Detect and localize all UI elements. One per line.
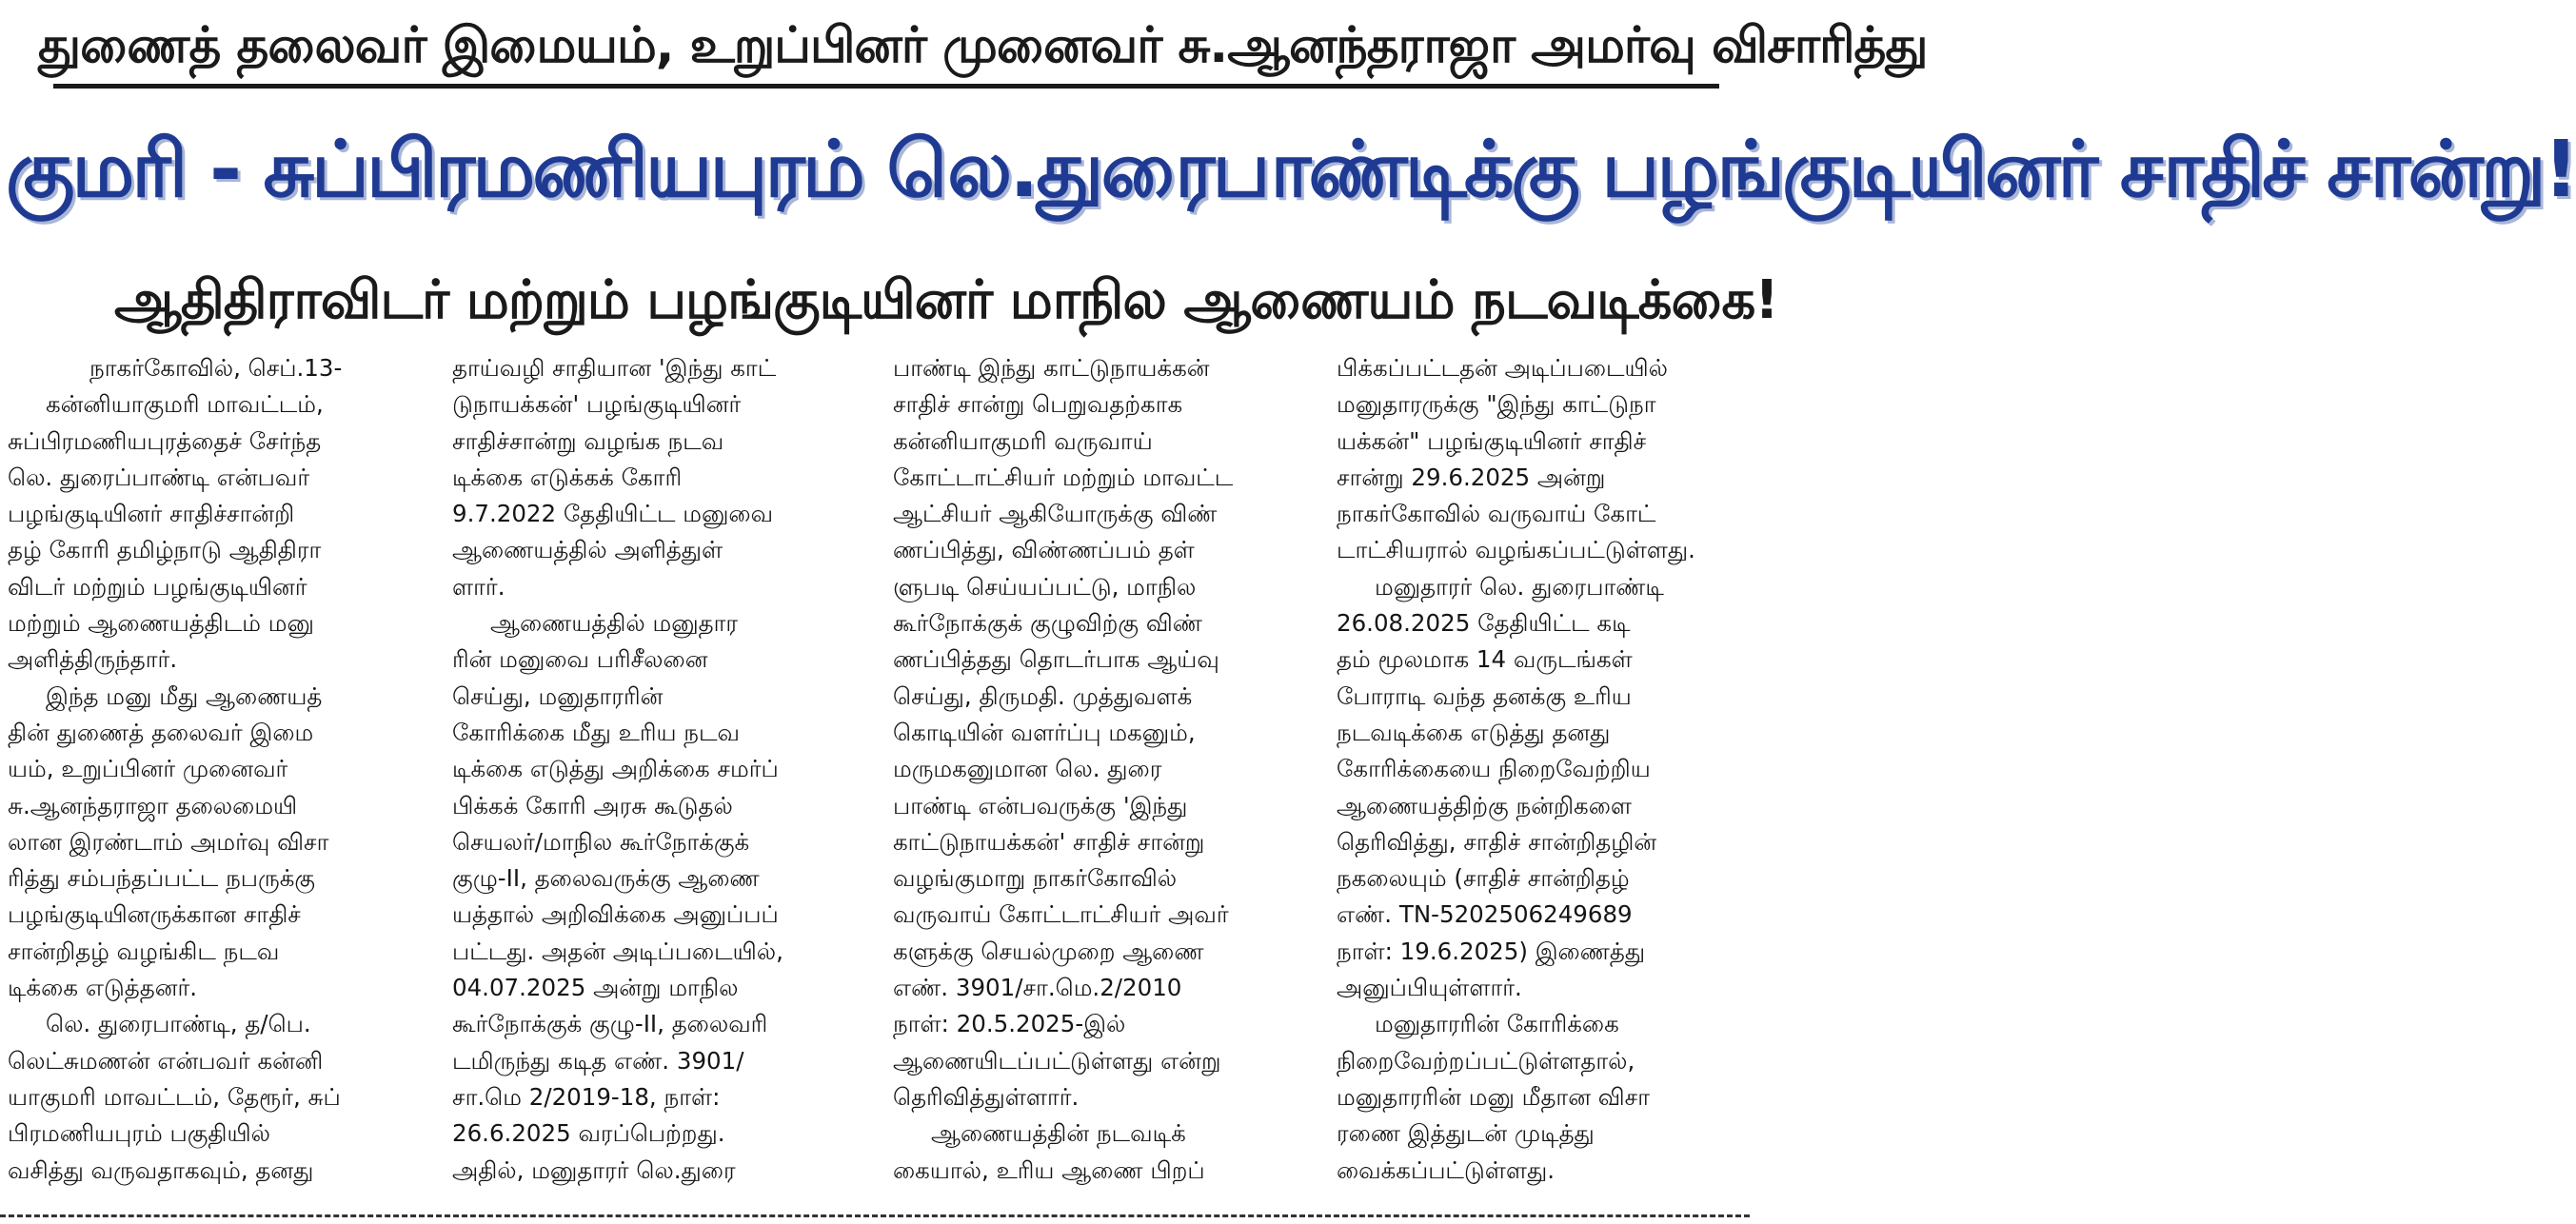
article-line: ஆட்சியர் ஆகியோருக்கு விண் <box>893 500 1218 528</box>
article-line: அனுப்பியுள்ளார். <box>1337 974 1522 1002</box>
article-line: கையால், உரிய ஆணை பிறப் <box>893 1155 1205 1184</box>
article-line: ஆணையத்தின் நடவடிக் <box>931 1119 1186 1148</box>
article-line: நடவடிக்கை எடுத்து தனது <box>1337 718 1611 746</box>
article-line: கூர்நோக்குக் குழுவிற்கு விண் <box>893 609 1202 638</box>
sub-headline: ஆதிதிராவிடர் மற்றும் பழங்குடியினர் மாநில ஆணையம் நடவடிக்கை! <box>114 269 1778 331</box>
article-line: கோரிக்கையை நிறைவேற்றிய <box>1337 755 1651 783</box>
article-line: தெரிவித்துள்ளார். <box>893 1082 1080 1111</box>
article-line: லெ. துரைபாண்டி, த/பெ. <box>46 1010 311 1038</box>
article-line: ரின் மனுவை பரிசீலனை <box>452 645 708 674</box>
article-line: ளுபடி செய்யப்பட்டு, மாநில <box>893 572 1197 601</box>
article-line: வைக்கப்பட்டுள்ளது. <box>1337 1155 1556 1184</box>
article-column-3 <box>893 350 1300 1188</box>
article-line: மனுதாரரின் கோரிக்கை <box>1375 1010 1619 1038</box>
article-line: டாட்சியரால் வழங்கப்பட்டுள்ளது. <box>1337 536 1695 564</box>
article-line: டிக்கை எடுக்கக் கோரி <box>452 463 683 491</box>
article-line: ஆணையிடப்பட்டுள்ளது என்று <box>893 1046 1221 1075</box>
article-line: யம், உறுப்பினர் முனைவர் <box>8 755 288 783</box>
article-line: 26.6.2025 வரப்பெற்றது. <box>452 1119 725 1148</box>
article-line: பிக்கப்பட்டதன் அடிப்படையில் <box>1337 354 1669 382</box>
kicker-headline: துணைத் தலைவர் இமையம், உறுப்பினர் முனைவர் சு.ஆனந்தராஜா அமர்வு விசாரித்து <box>38 17 1928 74</box>
article-line: தின் துணைத் தலைவர் இமை <box>8 718 314 746</box>
article-line: கோரிக்கை மீது உரிய நடவ <box>452 718 740 746</box>
article-line: கொடியின் வளர்ப்பு மகனும், <box>893 718 1196 746</box>
article-line: யாகுமரி மாவட்டம், தேரூர், சுப் <box>8 1082 341 1111</box>
article-line: மனுதாரர் லெ. துரைபாண்டி <box>1375 572 1664 601</box>
article-line: கன்னியாகுமரி வருவாய் <box>893 426 1153 455</box>
article-line: செய்து, மனுதாரரின் <box>452 681 664 710</box>
article-line: பழங்குடியினர் சாதிச்சான்றி <box>8 500 295 528</box>
article-line: ரித்து சம்பந்தப்பட்ட நபருக்கு <box>8 864 316 893</box>
article-line: பாண்டி இந்து காட்டுநாயக்கன் <box>893 354 1210 382</box>
article-line: நாகர்கோவில் வருவாய் கோட் <box>1337 500 1656 528</box>
article-line: 04.07.2025 அன்று மாநில <box>452 974 739 1002</box>
article-line: மருமகனுமான லெ. துரை <box>893 755 1162 783</box>
article-line: சுப்பிரமணியபுரத்தைச் சேர்ந்த <box>8 426 322 455</box>
article-line: பிக்கக் கோரி அரசு கூடுதல் <box>452 791 733 819</box>
article-line: வருவாய் கோட்டாட்சியர் அவர் <box>893 900 1229 929</box>
article-line: 9.7.2022 தேதியிட்ட மனுவை <box>452 500 774 528</box>
article-line: டுநாயக்கன்' பழங்குடியினர் <box>452 390 742 419</box>
article-line: பழங்குடியினருக்கான சாதிச் <box>8 900 301 929</box>
article-line: நாகர்கோவில், செப்.13- <box>89 354 343 382</box>
article-line: 26.08.2025 தேதியிட்ட கடி <box>1337 609 1631 638</box>
article-line: டமிருந்து கடித எண். 3901/ <box>452 1046 744 1075</box>
article-line: ரணை இத்துடன் முடித்து <box>1337 1119 1595 1148</box>
article-line: அதில், மனுதாரர் லெ.துரை <box>452 1155 736 1184</box>
article-line: கோட்டாட்சியர் மற்றும் மாவட்ட <box>893 463 1234 491</box>
article-line: தாய்வழி சாதியான 'இந்து காட் <box>452 354 777 382</box>
kicker-underline <box>53 84 1719 89</box>
article-line: சா.மெ 2/2019-18, நாள்: <box>452 1082 721 1111</box>
article-line: தழ் கோரி தமிழ்நாடு ஆதிதிரா <box>8 536 322 564</box>
article-line: செயலர்/மாநில கூர்நோக்குக் <box>452 827 750 856</box>
article-line: நகலையும் (சாதிச் சான்றிதழ் <box>1337 864 1630 893</box>
article-line: நாள்: 19.6.2025) இணைத்து <box>1337 937 1646 965</box>
article-line: லான இரண்டாம் அமர்வு விசா <box>8 827 329 856</box>
article-line: ஆணையத்திற்கு நன்றிகளை <box>1337 791 1632 819</box>
article-line: ளார். <box>452 572 505 601</box>
article-line: வழங்குமாறு நாகர்கோவில் <box>893 864 1178 893</box>
article-line: குழு-II, தலைவருக்கு ஆணை <box>452 864 760 893</box>
article-line: லெட்சுமணன் என்பவர் கன்னி <box>8 1046 324 1075</box>
article-line: ணப்பித்து, விண்ணப்பம் தள் <box>893 536 1195 564</box>
article-line: பட்டது. அதன் அடிப்படையில், <box>452 937 783 965</box>
article-line: சான்று 29.6.2025 அன்று <box>1337 463 1606 491</box>
article-line: தெரிவித்து, சாதிச் சான்றிதழின் <box>1337 827 1657 856</box>
article-line: கன்னியாகுமரி மாவட்டம், <box>46 390 324 419</box>
article-line: ணப்பித்தது தொடர்பாக ஆய்வு <box>893 645 1219 674</box>
article-line: நாள்: 20.5.2025-இல் <box>893 1010 1126 1038</box>
article-line: சாதிச் சான்று பெறுவதற்காக <box>893 390 1183 419</box>
article-line: கூர்நோக்குக் குழு-II, தலைவரி <box>452 1010 768 1038</box>
article-line: எண். 3901/சா.மெ.2/2010 <box>893 974 1182 1002</box>
article-line: மனுதாரருக்கு "இந்து காட்டுநா <box>1337 390 1656 419</box>
article-line: யக்கன்" பழங்குடியினர் சாதிச் <box>1337 426 1647 455</box>
article-line: நிறைவேற்றப்பட்டுள்ளதால், <box>1337 1046 1635 1075</box>
article-line: யத்தால் அறிவிக்கை அனுப்பப் <box>452 900 779 929</box>
article-line: சான்றிதழ் வழங்கிட நடவ <box>8 937 280 965</box>
article-line: பாண்டி என்பவருக்கு 'இந்து <box>893 791 1188 819</box>
article-line: விடர் மற்றும் பழங்குடியினர் <box>8 572 307 601</box>
article-line: சாதிச்சான்று வழங்க நடவ <box>452 426 724 455</box>
article-line: சு.ஆனந்தராஜா தலைமையி <box>8 791 298 819</box>
article-line: அளித்திருந்தார். <box>8 645 178 674</box>
article-line: டிக்கை எடுத்தனர். <box>8 974 198 1002</box>
article-line: ஆணையத்தில் அளித்துள் <box>452 536 723 564</box>
article-line: செய்து, திருமதி. முத்துவளக் <box>893 681 1193 710</box>
article-line: பிரமணியபுரம் பகுதியில் <box>8 1119 270 1148</box>
article-line: லெ. துரைப்பாண்டி என்பவர் <box>8 463 310 491</box>
article-column-1 <box>8 350 415 1188</box>
article-line: டிக்கை எடுத்து அறிக்கை சமர்ப் <box>452 755 779 783</box>
article-line: களுக்கு செயல்முறை ஆணை <box>893 937 1204 965</box>
article-column-2 <box>452 350 860 1188</box>
article-line: தம் மூலமாக 14 வருடங்கள் <box>1337 645 1633 674</box>
article-body <box>8 350 1746 1188</box>
article-line: ஆணையத்தில் மனுதார <box>490 609 739 638</box>
article-line: எண். TN-5202506249689 <box>1337 900 1633 929</box>
article-line: காட்டுநாயக்கன்' சாதிச் சான்று <box>893 827 1205 856</box>
article-line: போராடி வந்த தனக்கு உரிய <box>1337 681 1632 710</box>
main-headline: குமரி - சுப்பிரமணியபுரம் லெ.துரைபாண்டிக்கு பழங்குடியினர் சாதிச் சான்று! <box>6 125 2576 215</box>
article-line: வசித்து வருவதாகவும், தனது <box>8 1155 314 1184</box>
bottom-dashed-rule <box>0 1214 1750 1217</box>
article-line: மற்றும் ஆணையத்திடம் மனு <box>8 609 314 638</box>
article-line: மனுதாரரின் மனு மீதான விசா <box>1337 1082 1650 1111</box>
article-column-4 <box>1337 350 1744 1188</box>
article-line: இந்த மனு மீது ஆணையத் <box>46 681 323 710</box>
